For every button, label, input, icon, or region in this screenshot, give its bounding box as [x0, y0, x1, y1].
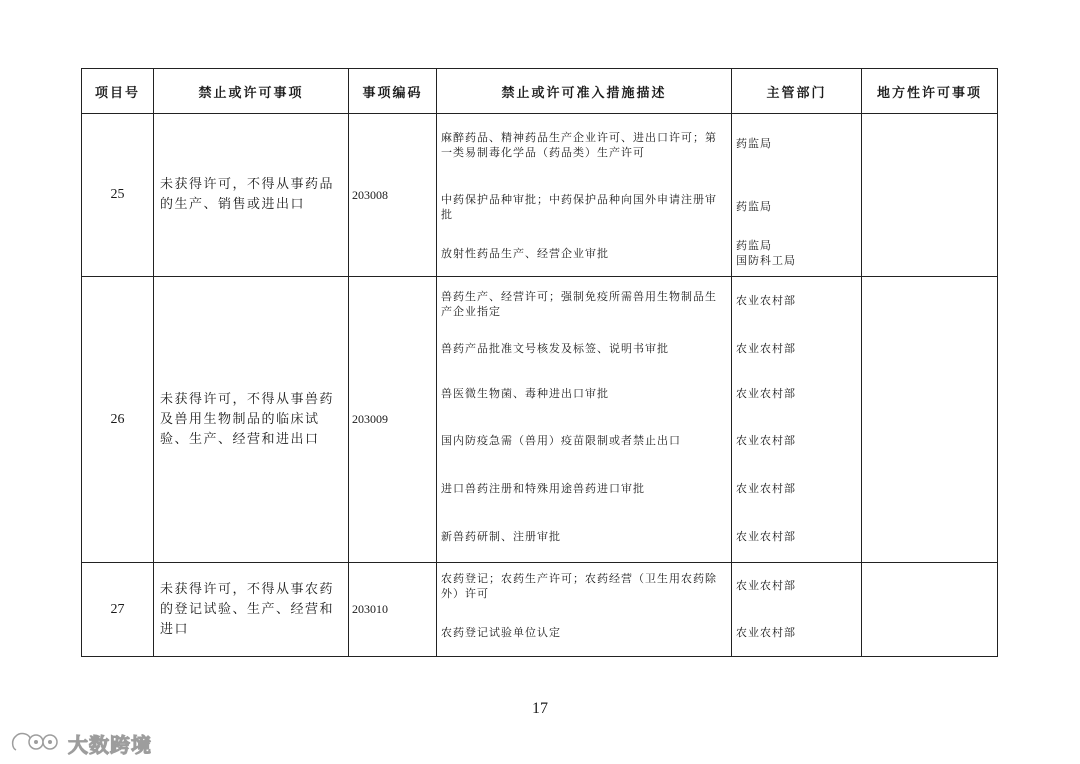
- table-row: [82, 114, 998, 277]
- department-item: 农业农村部: [736, 387, 796, 400]
- measure-item: 进口兽药注册和特殊用途兽药进口审批: [441, 482, 645, 495]
- measure-item: 麻醉药品、精神药品生产企业许可、进出口许可；第一类易制毒化学品（药品类）生产许可: [441, 131, 717, 159]
- row-local-permit: [862, 114, 998, 277]
- row-measures: [437, 277, 732, 563]
- row-measures: [437, 114, 732, 277]
- table-row: [82, 277, 998, 563]
- row-departments: [732, 114, 862, 277]
- department-item: 农业农村部: [736, 342, 796, 355]
- header-department: 主管部门: [732, 69, 862, 114]
- row-id: 26: [82, 277, 154, 563]
- row-matter: 未获得许可，不得从事兽药及兽用生物制品的临床试验、生产、经营和进出口: [154, 277, 349, 563]
- row-matter: 未获得许可，不得从事药品的生产、销售或进出口: [154, 114, 349, 277]
- measure-item: 兽医微生物菌、毒种进出口审批: [441, 387, 609, 400]
- row-code: 203009: [349, 277, 437, 563]
- header-matter: 禁止或许可事项: [154, 69, 349, 114]
- row-measures: [437, 563, 732, 657]
- row-departments: [732, 277, 862, 563]
- page-number: 17: [532, 700, 548, 717]
- department-item: 农业农村部: [736, 530, 796, 543]
- permits-table: [81, 68, 998, 657]
- measure-item: 兽药生产、经营许可；强制免疫所需兽用生物制品生产企业指定: [441, 290, 717, 318]
- header-local-permit: 地方性许可事项: [862, 69, 998, 114]
- department-item: 药监局 国防科工局: [736, 239, 796, 267]
- department-item: 农业农村部: [736, 579, 796, 592]
- department-item: 农业农村部: [736, 626, 796, 639]
- row-id: 25: [82, 114, 154, 277]
- chat-bubble-logo-icon: [10, 730, 62, 756]
- measure-item: 放射性药品生产、经营企业审批: [441, 247, 609, 260]
- row-code: 203010: [349, 563, 437, 657]
- row-local-permit: [862, 563, 998, 657]
- row-local-permit: [862, 277, 998, 563]
- row-id: 27: [82, 563, 154, 657]
- row-code: 203008: [349, 114, 437, 277]
- header-measure-description: 禁止或许可准入措施描述: [437, 69, 732, 114]
- measure-item: 农药登记；农药生产许可；农药经营（卫生用农药除外）许可: [441, 572, 717, 600]
- measure-item: 中药保护品种审批；中药保护品种向国外申请注册审批: [441, 193, 717, 221]
- department-item: 药监局: [736, 200, 772, 213]
- header-item-number: 项目号: [82, 69, 154, 114]
- table-row: [82, 563, 998, 657]
- header-code: 事项编码: [349, 69, 437, 114]
- measure-item: 国内防疫急需（兽用）疫苗限制或者禁止出口: [441, 434, 681, 447]
- department-item: 药监局: [736, 137, 772, 150]
- measure-item: 兽药产品批准文号核发及标签、说明书审批: [441, 342, 669, 355]
- row-departments: [732, 563, 862, 657]
- watermark-text: 大数跨境: [68, 732, 152, 757]
- department-item: 农业农村部: [736, 434, 796, 447]
- row-matter: 未获得许可，不得从事农药的登记试验、生产、经营和进口: [154, 563, 349, 657]
- table-header-row: [82, 69, 998, 114]
- department-item: 农业农村部: [736, 482, 796, 495]
- watermark: [10, 728, 152, 758]
- measure-item: 农药登记试验单位认定: [441, 626, 561, 639]
- measure-item: 新兽药研制、注册审批: [441, 530, 561, 543]
- department-item: 农业农村部: [736, 294, 796, 307]
